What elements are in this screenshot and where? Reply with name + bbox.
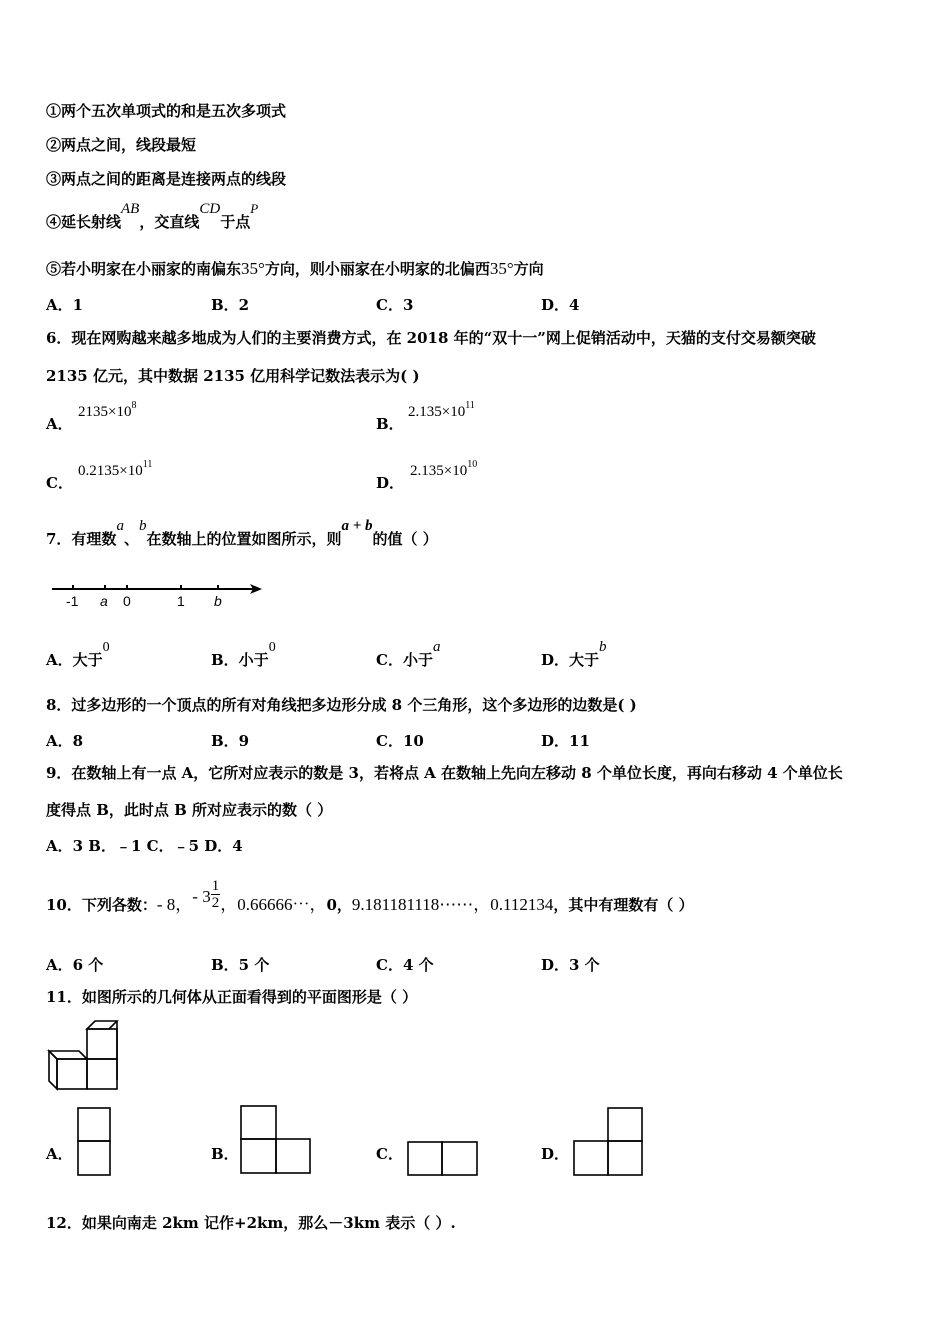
q7-d-val: b <box>599 639 607 655</box>
ray-ab: AB <box>121 201 140 217</box>
point-p: P <box>250 201 259 216</box>
front-face-bottom-right <box>87 1059 117 1089</box>
square <box>241 1139 276 1173</box>
front-face-bottom-left <box>57 1059 87 1089</box>
q10-num-2-whole: - 3 <box>192 887 211 906</box>
label-1: 1 <box>177 593 185 609</box>
left-cube-side <box>49 1051 57 1089</box>
q5-option-c: C．3 <box>376 296 414 314</box>
q6-b-base: 2.135×10 <box>408 404 466 420</box>
q11-option-b-figure <box>240 1105 311 1174</box>
cube-top-face <box>87 1021 117 1029</box>
q6-c-base: 0.2135×10 <box>78 463 143 479</box>
q10-num-6: 0.112134 <box>490 895 554 914</box>
angle-2: 35° <box>489 259 514 278</box>
q10-option-b: B．5 个 <box>211 956 270 974</box>
q8-option-c: C．10 <box>376 732 424 750</box>
q10-question <box>46 877 694 923</box>
q10-num-1: - 8， <box>156 895 193 914</box>
q6-option-b-label: B． <box>376 415 404 433</box>
q7-option-b <box>211 640 276 670</box>
statement-5 <box>46 259 544 279</box>
q6-d-base: 2.135×10 <box>410 463 468 479</box>
q10-option-d: D．3 个 <box>541 956 600 974</box>
q6-line-2: 2135 亿元，其中数据 2135 亿用科学记数法表示为( ) <box>46 367 420 385</box>
angle-1: 35° <box>241 259 265 278</box>
square <box>408 1142 442 1175</box>
q7-option-a <box>46 640 110 670</box>
q6-b-exp: 11 <box>465 400 475 411</box>
q6-option-a-value <box>78 400 136 421</box>
q5-option-a: A．1 <box>46 296 84 314</box>
q11-option-d-figure <box>573 1107 643 1176</box>
statement-2: ②两点之间，线段最短 <box>46 136 197 154</box>
q10-num-3: ，0.66666⋯， <box>220 895 327 914</box>
q7-option-d <box>541 639 607 670</box>
q6-option-d-label: D． <box>376 474 405 492</box>
q6-c-exp: 11 <box>142 459 153 470</box>
q9-line-1: 9．在数轴上有一点 A，它所对应表示的数是 3，若将点 A 在数轴上先向左移动 8 个单位长度，再向右移动 4 个单位长 <box>46 764 843 782</box>
q11-option-a-label: A． <box>46 1145 73 1163</box>
line-cd: CD <box>199 201 221 217</box>
isometric-solid-figure <box>46 1020 120 1090</box>
q6-line-1: 6．现在网购越来越多地成为人们的主要消费方式，在 2018 年的“双十一”网上促销活动中，天猫的支付交易额突破 <box>46 329 816 347</box>
q7-option-c <box>376 639 441 670</box>
q7-question <box>46 518 438 550</box>
front-face-top <box>87 1029 117 1059</box>
q10-frac-num: 1 <box>211 877 220 894</box>
q6-a-base: 2135×10 <box>78 404 132 420</box>
q8-option-b: B．9 <box>211 732 250 750</box>
var-a: a <box>116 518 124 534</box>
q9-options: A．3 B．﹣1 C．﹣5 D．4 <box>46 837 243 855</box>
square <box>442 1142 477 1175</box>
q6-option-b-value <box>408 400 475 421</box>
q6-option-a-label: A． <box>46 415 73 433</box>
statement-1: ①两个五次单项式的和是五次多项式 <box>46 102 287 120</box>
q7-text-c: 的值（ ） <box>372 530 438 548</box>
q9-line-2: 度得点 B，此时点 B 所对应表示的数（ ） <box>46 801 333 819</box>
q6-option-d-value <box>410 459 477 480</box>
q7-text-a: 7．有理数 <box>46 530 117 548</box>
q10-num-4: 0， <box>326 896 352 914</box>
square <box>608 1108 642 1141</box>
statement-5-text-a: ⑤若小明家在小丽家的南偏东 <box>46 260 242 278</box>
q6-option-c-value <box>78 459 152 480</box>
q8-question: 8．过多边形的一个顶点的所有对角线把多边形分成 8 个三角形，这个多边形的边数是( ) <box>46 696 637 714</box>
expr-a-plus-b: a + b <box>341 518 373 534</box>
square <box>608 1141 642 1175</box>
q10-num-5: 9.181181118⋯⋯， <box>351 895 491 914</box>
q7-c-text: C．小于 <box>376 651 433 669</box>
number-line <box>50 578 265 610</box>
statement-4-text-b: ，交直线 <box>139 213 200 231</box>
square <box>574 1141 608 1175</box>
q7-text-b: 在数轴上的位置如图所示，则 <box>146 530 342 548</box>
q5-option-d: D．4 <box>541 296 580 314</box>
q7-b-val: 0 <box>268 640 276 655</box>
square <box>241 1106 276 1139</box>
statement-4 <box>46 201 259 233</box>
q5-option-b: B．2 <box>211 296 250 314</box>
q10-option-c: C．4 个 <box>376 956 434 974</box>
statement-5-text-b: 方向，则小丽家在小明家的北偏西 <box>264 260 490 278</box>
square <box>78 1108 110 1141</box>
q7-c-val: a <box>432 639 441 655</box>
q7-sep: 、 <box>123 530 139 548</box>
var-b: b <box>138 518 147 534</box>
q8-option-a: A．8 <box>46 732 84 750</box>
label-neg1: -1 <box>66 593 79 609</box>
q10-option-a: A．6 个 <box>46 956 104 974</box>
square <box>78 1141 110 1175</box>
q11-option-c-label: C． <box>376 1145 403 1163</box>
q7-a-text: A．大于 <box>46 651 103 669</box>
q11-option-a-figure <box>77 1107 111 1176</box>
statement-4-text-a: ④延长射线 <box>46 213 122 231</box>
q10-text-a: 10．下列各数： <box>46 896 157 914</box>
label-b: b <box>214 593 222 609</box>
q7-a-val: 0 <box>102 640 110 655</box>
statement-4-text-c: 于点 <box>220 213 251 231</box>
q8-option-d: D．11 <box>541 732 590 750</box>
q10-frac-den: 2 <box>211 894 220 911</box>
label-a: a <box>100 593 108 609</box>
q6-a-exp: 8 <box>131 400 137 411</box>
q6-d-exp: 10 <box>467 459 478 470</box>
q11-option-d-label: D． <box>541 1145 570 1163</box>
q10-fraction <box>211 878 221 911</box>
q11-question: 11．如图所示的几何体从正面看得到的平面图形是（ ） <box>46 988 418 1006</box>
q6-option-c-label: C． <box>46 474 73 492</box>
label-0: 0 <box>123 593 131 609</box>
q12-question: 12．如果向南走 2km 记作+2km，那么－3km 表示（ ）. <box>46 1214 456 1232</box>
q10-text-b: ，其中有理数有（ ） <box>553 896 694 914</box>
q11-option-c-figure <box>407 1141 478 1176</box>
statement-3: ③两点之间的距离是连接两点的线段 <box>46 170 287 188</box>
square <box>276 1139 310 1173</box>
statement-5-text-c: 方向 <box>513 260 544 278</box>
q7-d-text: D．大于 <box>541 651 600 669</box>
q11-option-b-label: B． <box>211 1145 239 1163</box>
q7-b-text: B．小于 <box>211 651 269 669</box>
